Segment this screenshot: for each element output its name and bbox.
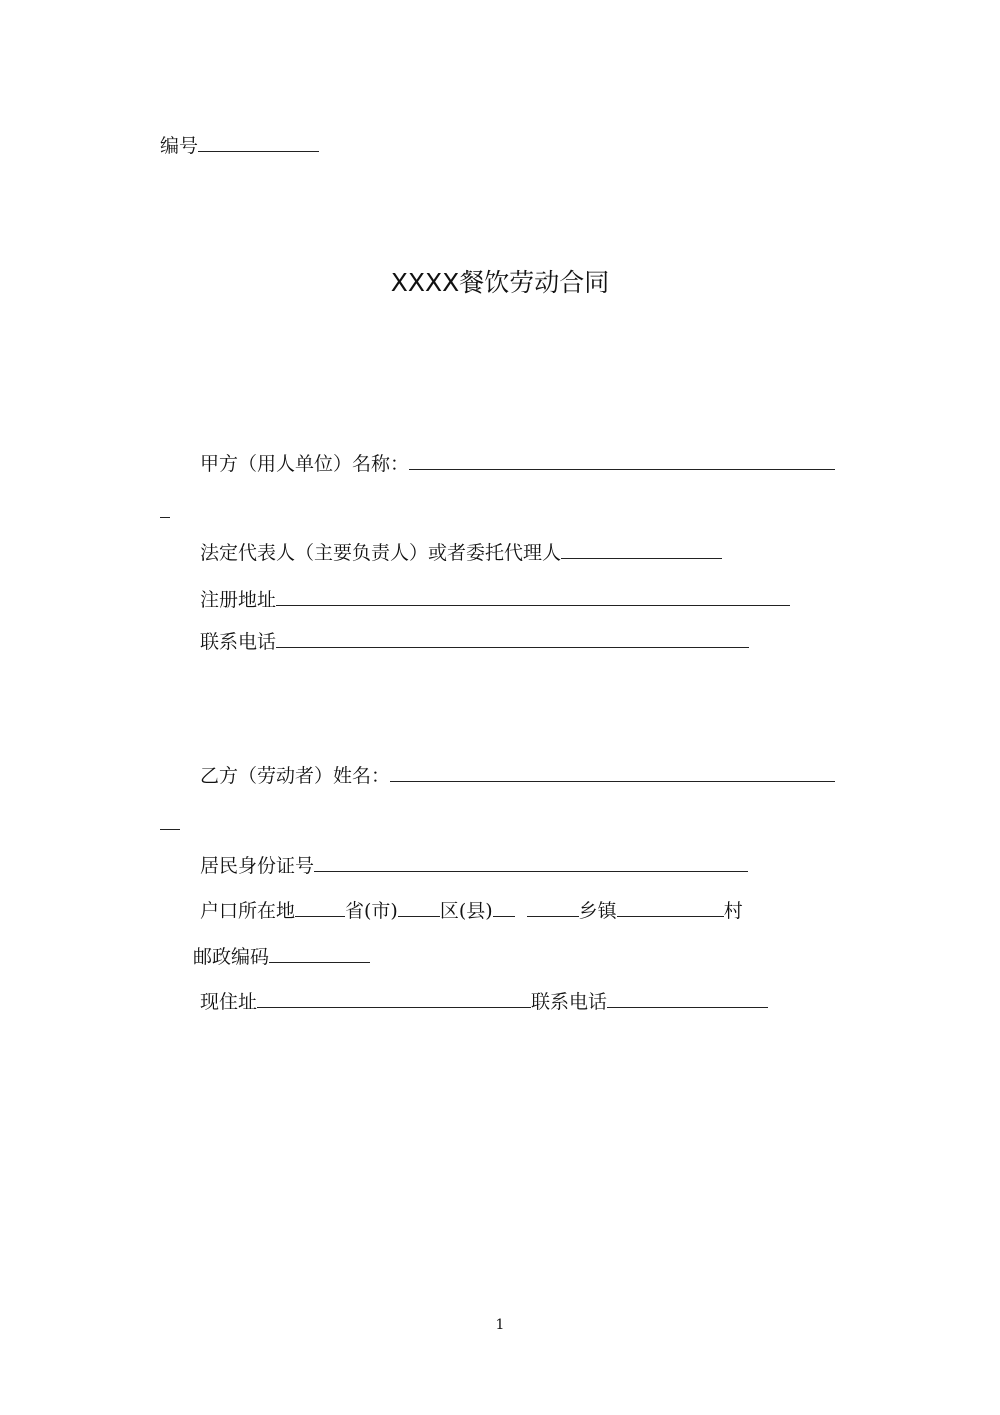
party-b-phone-label: 联系电话	[531, 991, 608, 1013]
party-a-phone-blank[interactable]	[276, 630, 749, 648]
party-b-id-label: 居民身份证号	[200, 855, 315, 877]
hukou-township-label: 乡镇	[578, 900, 617, 922]
party-b-name-blank-continuation	[160, 812, 180, 836]
hukou-village-label: 村	[723, 900, 743, 922]
party-b-postcode-row	[193, 945, 370, 969]
party-b-id-row	[200, 854, 748, 878]
hukou-province-blank[interactable]	[295, 899, 345, 917]
party-b-residence-blank[interactable]	[257, 990, 531, 1008]
party-b-name-row	[200, 764, 835, 788]
page-number: 1	[495, 1317, 505, 1333]
party-a-rep-blank[interactable]	[561, 541, 722, 559]
party-a-phone-row	[200, 630, 749, 654]
party-b-hukou-label: 户口所在地	[200, 900, 296, 922]
hukou-province-label: 省(市)	[345, 900, 398, 922]
party-a-rep-row	[200, 541, 722, 565]
party-a-rep-label: 法定代表人（主要负责人）或者委托代理人	[200, 542, 562, 564]
party-b-residence-row	[200, 990, 768, 1014]
party-b-residence-label: 现住址	[200, 991, 258, 1013]
party-b-id-blank[interactable]	[314, 854, 748, 872]
hukou-township-blank[interactable]	[527, 899, 579, 917]
party-b-name-blank-tail[interactable]	[160, 812, 180, 830]
hukou-district-blank[interactable]	[398, 899, 440, 917]
party-b-phone-blank[interactable]	[607, 990, 768, 1008]
party-a-name-label: 甲方（用人单位）名称：	[200, 453, 410, 475]
serial-number-row	[160, 134, 319, 158]
document-title: XXXX餐饮劳动合同	[390, 268, 610, 297]
party-a-phone-label: 联系电话	[200, 631, 277, 653]
party-a-name-blank[interactable]	[409, 452, 835, 470]
party-a-name-blank-tail[interactable]	[160, 500, 170, 518]
party-a-address-row	[200, 588, 790, 612]
party-b-postcode-label: 邮政编码	[193, 946, 270, 968]
party-a-address-label: 注册地址	[200, 589, 277, 611]
party-b-name-blank[interactable]	[390, 764, 835, 782]
hukou-district-extra-blank[interactable]	[493, 899, 515, 917]
party-b-name-label: 乙方（劳动者）姓名：	[200, 765, 391, 787]
party-b-hukou-row	[200, 899, 743, 923]
party-b-postcode-blank[interactable]	[269, 945, 370, 963]
serial-number-blank[interactable]	[198, 134, 319, 152]
serial-number-label: 编号	[160, 135, 199, 157]
party-a-name-blank-continuation	[160, 500, 170, 524]
hukou-village-blank[interactable]	[617, 899, 724, 917]
hukou-district-label: 区(县)	[439, 900, 493, 922]
party-a-address-blank[interactable]	[276, 588, 790, 606]
party-a-name-row	[200, 452, 835, 476]
